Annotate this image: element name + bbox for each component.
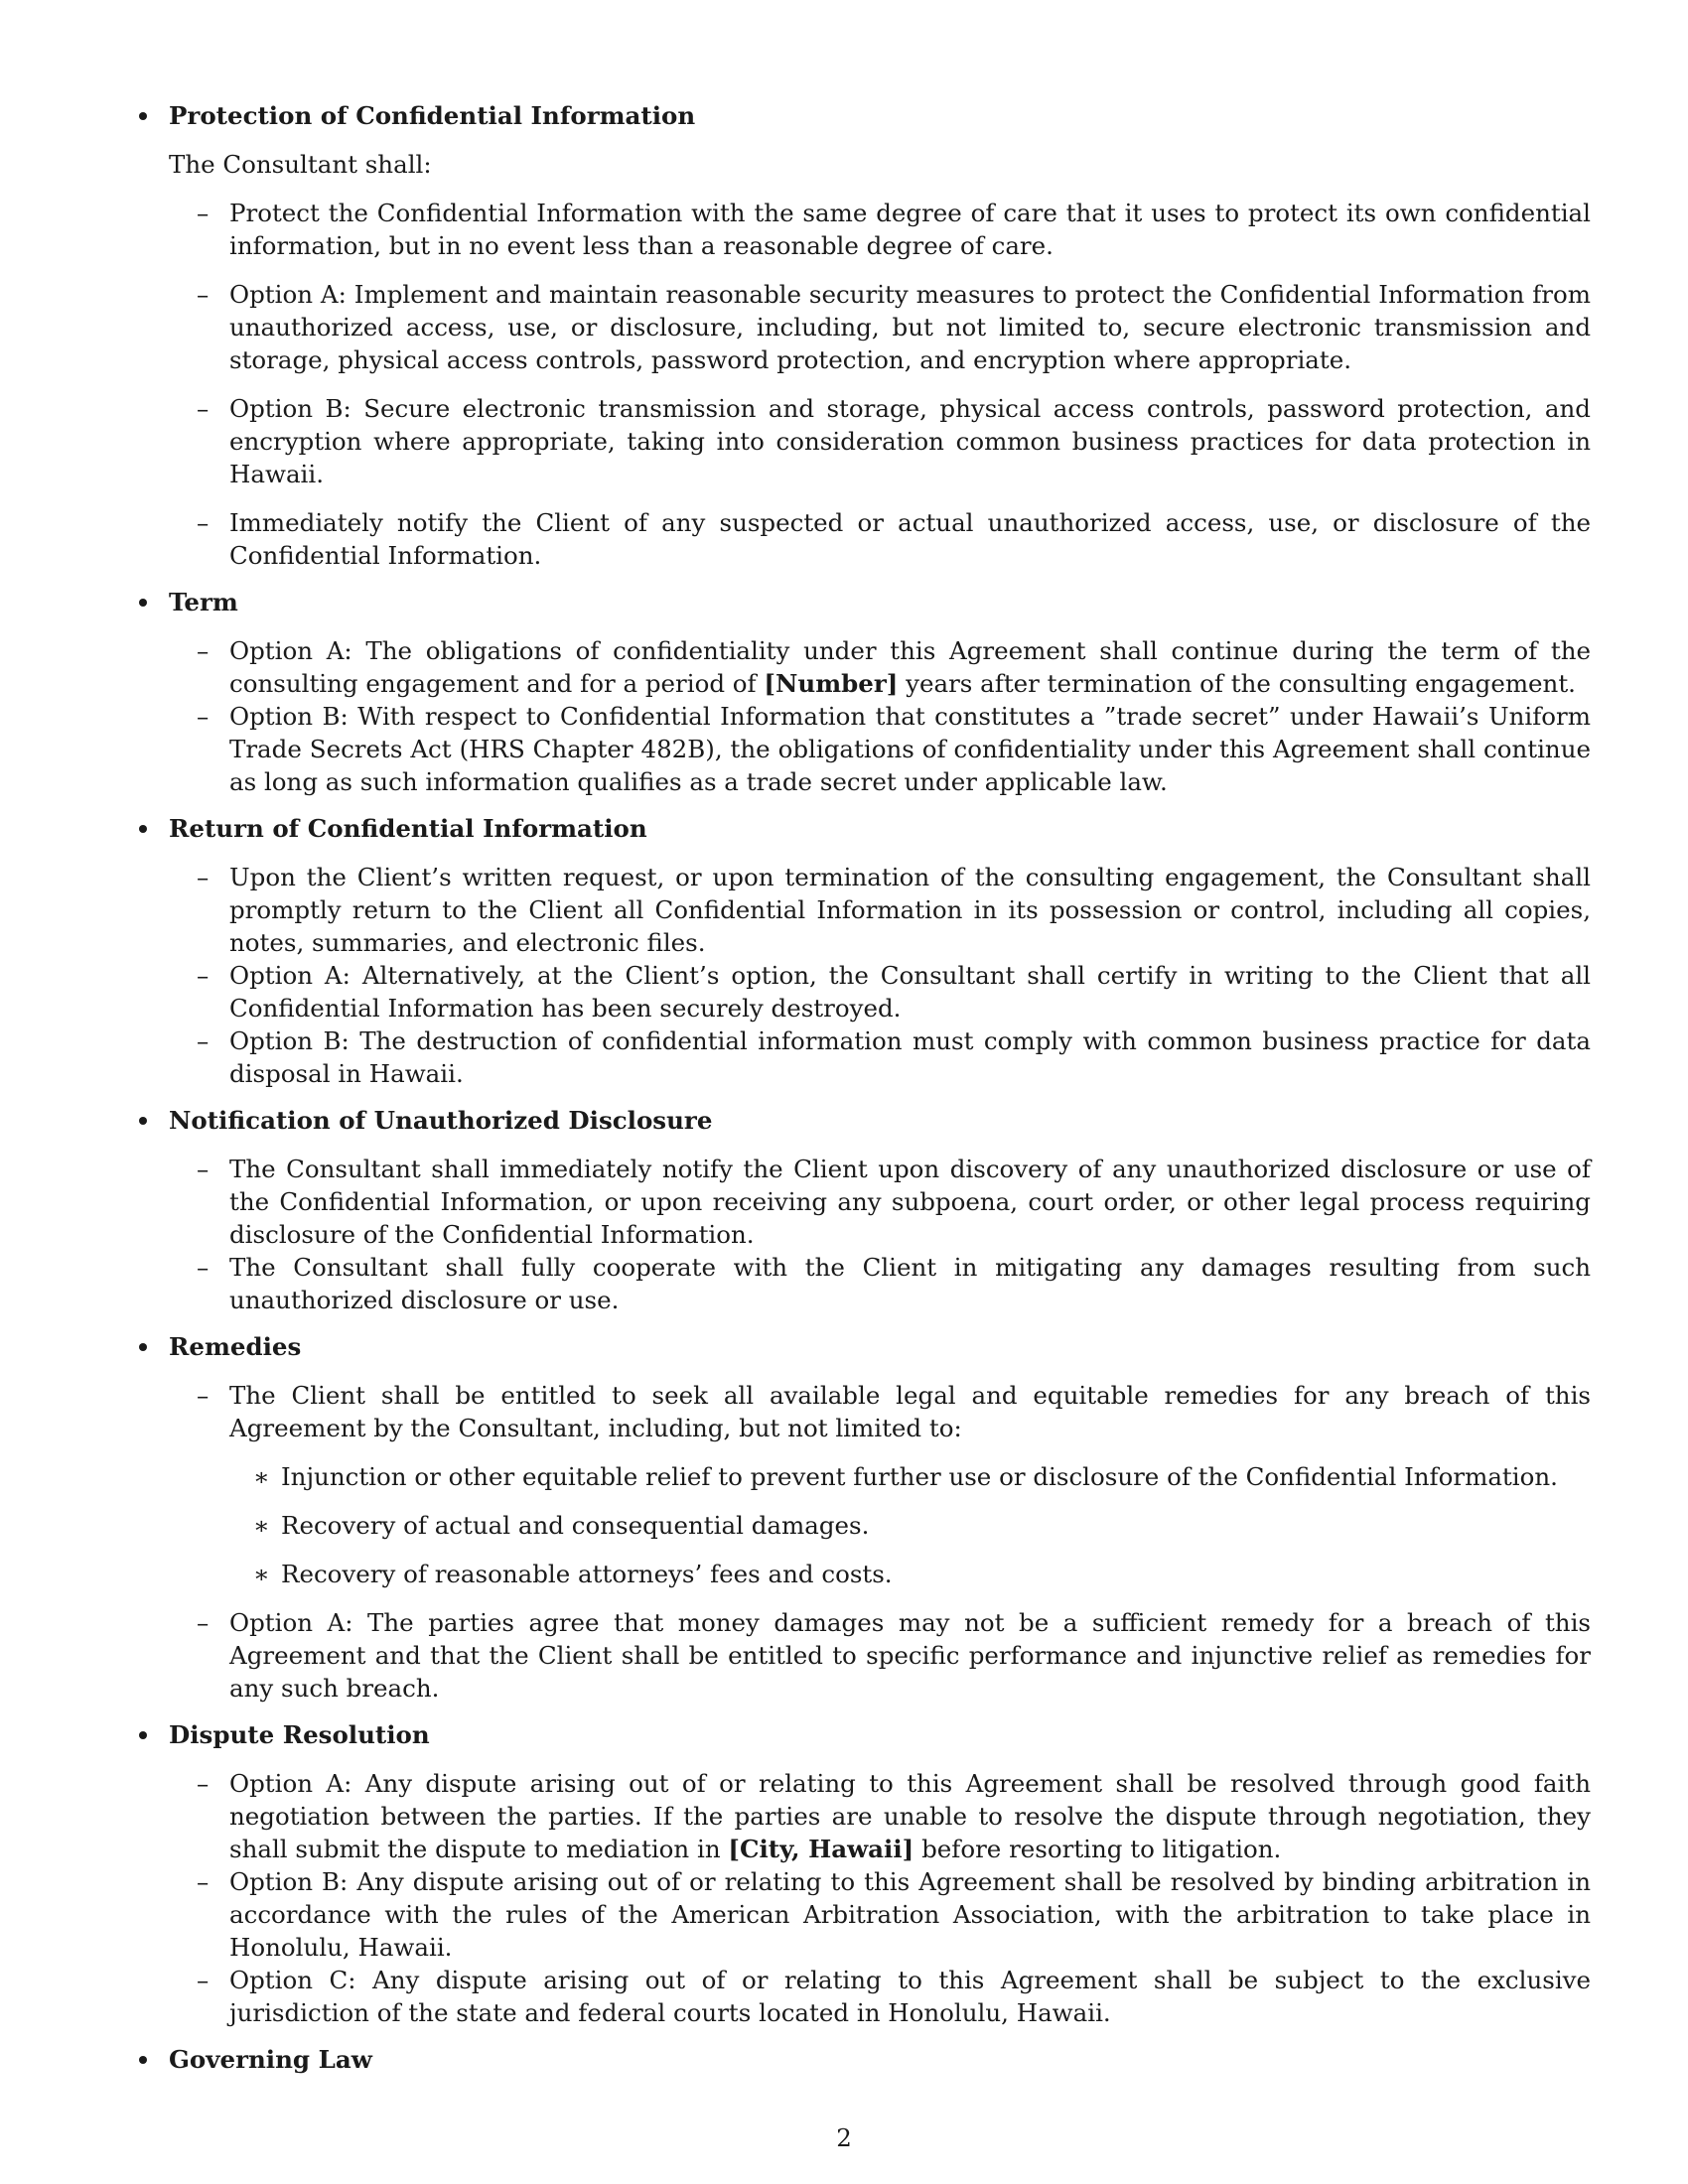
item-text: The Client shall be entitled to seek all available legal and equitable remedies for any breach of this Agreement by the Consultant, including, but not limited to:: [229, 1381, 1591, 1442]
section-protection: [137, 99, 1591, 572]
list-item: [169, 634, 1591, 700]
section-dispute: [137, 1718, 1591, 2029]
asterisk-icon: ∗: [253, 1462, 270, 1491]
section-return: [137, 812, 1591, 1090]
bullet-icon: [137, 586, 169, 618]
list-item: [169, 1865, 1591, 1964]
list-item: [169, 861, 1591, 959]
nested-list-item: [229, 1509, 1591, 1542]
dash-icon: –: [197, 1867, 210, 1896]
section-intro: The Consultant shall:: [169, 150, 432, 179]
section-governing-law: [137, 2043, 1591, 2076]
document-body: [137, 99, 1591, 2090]
item-text: Option A: The parties agree that money damages may not be a sufficient remedy for a breach of this Agreement and that the Client shall be entitled to specific performance and injunctive relief as remedies for any such breach.: [229, 1608, 1591, 1703]
list-item: [169, 1024, 1591, 1090]
dash-icon: –: [197, 636, 210, 665]
item-text-post: before resorting to litigation.: [914, 1835, 1282, 1863]
item-text: Option B: Any dispute arising out of or relating to this Agreement shall be resolved by binding arbitration in accordance with the rules of the American Arbitration Association, with the arbitration to take place in Honolulu, Hawaii.: [229, 1867, 1591, 1962]
section-heading: Notification of Unauthorized Disclosure: [169, 1106, 713, 1135]
item-text: Option B: With respect to Confidential Information that constitutes a ”trade secret” under Hawaii’s Uniform Trade Secrets Act (HRS Chapter 482B), the obligations of confidentiality under this Agreement shall continue as long as such information qualifies as a trade secret under applicable law.: [229, 702, 1591, 796]
section-remedies: [137, 1330, 1591, 1705]
item-text: Immediately notify the Client of any suspected or actual unauthorized access, use, or disclosure of the Confidential Information.: [229, 508, 1591, 570]
list-item: [169, 959, 1591, 1024]
placeholder-city: [City, Hawaii]: [728, 1835, 914, 1863]
item-text-pre: Option A: The obligations of confidentiality under this Agreement shall continue during the term of the consulting engagement and for a period of: [229, 636, 1591, 698]
list-item: [169, 1606, 1591, 1705]
item-text: Injunction or other equitable relief to prevent further use or disclosure of the Confidential Information.: [281, 1462, 1558, 1491]
section-notification: [137, 1104, 1591, 1316]
dash-icon: –: [197, 1608, 210, 1637]
nested-list: [229, 1460, 1591, 1590]
dash-icon: –: [197, 508, 210, 537]
asterisk-icon: ∗: [253, 1511, 270, 1540]
list-item: [169, 506, 1591, 572]
list-item: [169, 392, 1591, 490]
item-text-post: years after termination of the consulting engagement.: [898, 669, 1576, 698]
sub-list: [169, 197, 1591, 572]
item-text: Recovery of reasonable attorneys’ fees and costs.: [281, 1560, 893, 1588]
sub-list: [169, 1379, 1591, 1705]
section-heading: Remedies: [169, 1332, 302, 1361]
section-term: [137, 586, 1591, 798]
list-item: [169, 1767, 1591, 1865]
bullet-icon: [137, 812, 169, 845]
section-heading: Governing Law: [169, 2045, 372, 2074]
dash-icon: –: [197, 1026, 210, 1055]
item-text: Option B: Secure electronic transmission and storage, physical access controls, password protection, and encryption where appropriate, taking into consideration common business practices for data protection in Hawaii.: [229, 394, 1591, 488]
item-text: Protect the Confidential Information with the same degree of care that it uses to protect its own confidential information, but in no event less than a reasonable degree of care.: [229, 199, 1591, 260]
list-item: [169, 197, 1591, 262]
dash-icon: –: [197, 1966, 210, 1994]
dash-icon: –: [197, 1769, 210, 1798]
section-heading: Dispute Resolution: [169, 1720, 430, 1749]
dash-icon: –: [197, 702, 210, 731]
item-text: Upon the Client’s written request, or upon termination of the consulting engagement, the Consultant shall promptly return to the Client all Confidential Information in its possession or control, including all copies, notes, summaries, and electronic files.: [229, 863, 1591, 957]
list-item: [169, 700, 1591, 798]
list-item: [169, 1153, 1591, 1251]
list-item: [169, 1964, 1591, 2029]
item-text: Option B: The destruction of confidential information must comply with common business practice for data disposal in Hawaii.: [229, 1026, 1591, 1088]
sub-list: [169, 1153, 1591, 1316]
dash-icon: –: [197, 1253, 210, 1282]
dash-icon: –: [197, 280, 210, 309]
dash-icon: –: [197, 1381, 210, 1410]
list-item: [169, 278, 1591, 376]
dash-icon: –: [197, 1155, 210, 1183]
bullet-icon: [137, 1104, 169, 1137]
item-text: Option A: Implement and maintain reasonable security measures to protect the Confidential Information from unauthorized access, use, or disclosure, including, but not limited to, secure electronic transmission and storage, physical access controls, password protection, and encryption where appropriate.: [229, 280, 1591, 374]
bullet-icon: [137, 1718, 169, 1751]
list-item: [169, 1251, 1591, 1316]
sub-list: [169, 861, 1591, 1090]
nested-list-item: [229, 1460, 1591, 1493]
item-text: The Consultant shall fully cooperate with the Client in mitigating any damages resulting from such unauthorized disclosure or use.: [229, 1253, 1591, 1314]
section-heading: Term: [169, 588, 238, 616]
dash-icon: –: [197, 394, 210, 423]
dash-icon: –: [197, 961, 210, 990]
dash-icon: –: [197, 199, 210, 227]
item-text: The Consultant shall immediately notify the Client upon discovery of any unauthorized disclosure or use of the Confidential Information, or upon receiving any subpoena, court order, or other legal process requiring disclosure of the Confidential Information.: [229, 1155, 1591, 1249]
list-item: [169, 1379, 1591, 1590]
section-heading: Protection of Confidential Information: [169, 101, 696, 130]
item-text: Option C: Any dispute arising out of or relating to this Agreement shall be subject to the exclusive jurisdiction of the state and federal courts located in Honolulu, Hawaii.: [229, 1966, 1591, 2027]
page-number: 2: [836, 2123, 852, 2152]
sub-list: [169, 634, 1591, 798]
item-text: Option A: Alternatively, at the Client’s option, the Consultant shall certify in writing to the Client that all Confidential Information has been securely destroyed.: [229, 961, 1591, 1023]
sub-list: [169, 1767, 1591, 2029]
item-text: Recovery of actual and consequential damages.: [281, 1511, 870, 1540]
section-heading: Return of Confidential Information: [169, 814, 647, 843]
nested-list-item: [229, 1558, 1591, 1590]
placeholder-number: [Number]: [764, 669, 899, 698]
asterisk-icon: ∗: [253, 1560, 270, 1588]
item-text-pre: Option A: Any dispute arising out of or relating to this Agreement shall be resolved through good faith negotiation between the parties. If the parties are unable to resolve the dispute through negotiation, they shall submit the dispute to mediation in: [229, 1769, 1591, 1863]
bullet-icon: [137, 99, 169, 132]
dash-icon: –: [197, 863, 210, 891]
bullet-icon: [137, 2043, 169, 2076]
bullet-icon: [137, 1330, 169, 1363]
